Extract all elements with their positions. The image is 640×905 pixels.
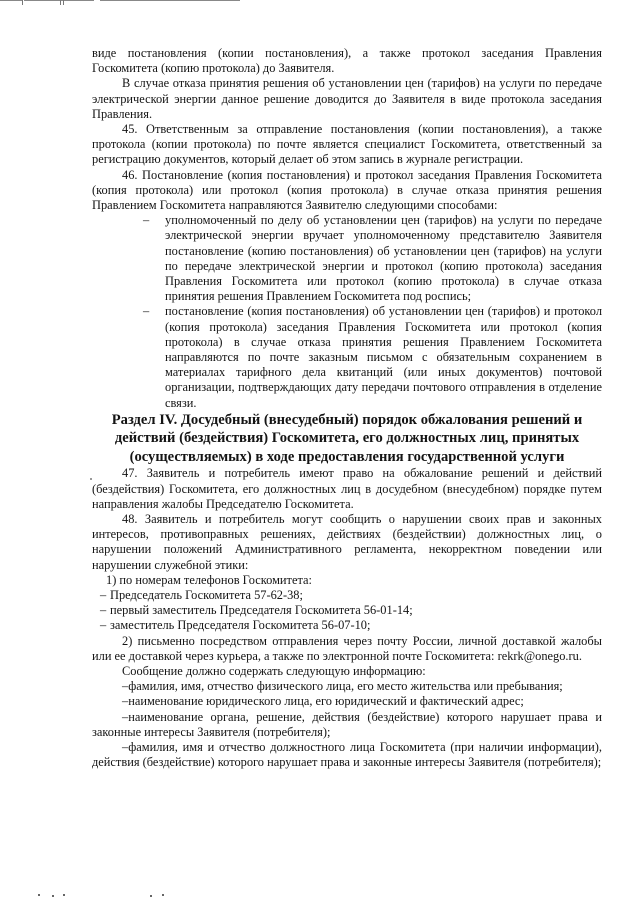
dash-marker: – [100, 618, 107, 633]
written-submission: 2) письменно посредством отправления через почту России, личной доставкой жалобы или ее доставкой через курьера, а также по электронной почте Госкомитета: rekrk@onego.ru. [92, 633, 602, 663]
document-page [92, 46, 602, 770]
list-item-text: постановление (копия постановления) об установлении цен (тарифов) и протокол (копия протокола) заседания Правления Госкомитета или протокол (копия протокола) в случае отказа принятия решения Правлением Госкомитета направляются по почте заказным письмом с обязательным сохранением в материалах тарифного дела квитанций (или иных документов) почтовой организации, подтверждающих дату передачи почтового отправления в отделение связи. [165, 304, 602, 410]
scan-dot [150, 895, 152, 897]
dash-marker: – [143, 213, 150, 228]
scan-tick [22, 0, 23, 5]
list-item [92, 618, 602, 633]
paragraph-46: 46. Постановление (копия постановления) и протокол заседания Правления Госкомитета (копия протокола) или протокол (копия протокола) в случае отказа принятия решения Правлением Госкомитета направляются Заявителю следующими способами: [92, 167, 602, 213]
scan-line [24, 0, 94, 1]
dash-marker: – [143, 304, 150, 319]
scan-line [0, 0, 22, 1]
message-intro: Сообщение должно содержать следующую информацию: [122, 664, 426, 679]
scan-dot [38, 894, 40, 896]
paragraph-47: 47. Заявитель и потребитель имеют право на обжалование решений и действий (бездействия) Госкомитета, его должностных лиц в досудебном (внесудебном) порядке путем направления жалобы Председателю Госкомитета. [92, 466, 602, 511]
paragraph-continuation: виде постановления (копии постановления), а также протокол заседания Правления Госкомитета (копию протокола) до Заявителя. [92, 46, 602, 76]
scan-dot [63, 894, 65, 896]
section-heading: Раздел IV. Досудебный (внесудебный) порядок обжалования решений и действий (бездействия) Госкомитета, его должностных лиц, принятых (осуществляемых) в ходе предоставления государственной услуги [111, 411, 583, 465]
phone-intro: 1) по номерам телефонов Госкомитета: [106, 572, 312, 587]
scan-dot [52, 895, 54, 897]
list-item [92, 304, 602, 410]
scan-bottom-edge [0, 892, 640, 900]
list-item [92, 603, 602, 618]
phone-entry: Председатель Госкомитета 57-62-38; [110, 588, 303, 602]
requirement-item: –наименование органа, решение, действия (бездействие) которого нарушает права и законные интересы Заявителя (потребителя); [92, 709, 602, 739]
requirement-item: –фамилия, имя и отчество должностного лица Госкомитета (при наличии информации), действия (бездействие) которого нарушает права и законные интересы Заявителя (потребителя); [92, 740, 602, 770]
scan-tick [63, 0, 64, 5]
phone-list [92, 588, 602, 634]
scan-tick [60, 0, 61, 5]
scan-line [100, 0, 240, 1]
dash-marker: – [100, 588, 107, 602]
delivery-methods-list [92, 213, 602, 411]
paragraph-48: 48. Заявитель и потребитель могут сообщить о нарушении своих прав и законных интересов, противоправных решениях, действиях (бездействии) должностных лиц, о нарушении положений Административного регламента, некорректном поведении или нарушении служебной этики: [92, 511, 602, 572]
list-item-text: уполномоченный по делу об установлении цен (тарифов) на услуги по передаче электрической энергии вручает уполномоченному представителю Заявителя постановление (копию постановления) об установлении цен (тарифов) на услуги по передаче электрической энергии и протокол (копию протокола) заседания Правления Госкомитета или протокол (копию протокола) в случае отказа принятия решения Правлением Госкомитета под роспись; [165, 213, 602, 304]
paragraph-45: 45. Ответственным за отправление постановления (копии постановления), а также протокола (копии протокола) по почте является специалист Госкомитета, ответственный за регистрацию документов, который делает об этом запись в журнале регистрации. [92, 122, 602, 167]
list-item [92, 213, 602, 304]
phone-entry: заместитель Председателя Госкомитета 56-07-10; [110, 618, 371, 633]
dash-marker: – [100, 603, 107, 618]
scan-top-edge [0, 0, 640, 6]
scan-dot [162, 894, 164, 896]
requirement-item: –фамилия, имя, отчество физического лица, его место жительства или пребывания; [122, 679, 563, 694]
paragraph-refusal: В случае отказа принятия решения об установлении цен (тарифов) на услуги по передаче электрической энергии данное решение доводится до Заявителя в виде протокола заседания Правления. [92, 76, 602, 121]
requirement-item: –наименование юридического лица, его юридический и фактический адрес; [122, 694, 524, 709]
list-item [92, 588, 602, 603]
phone-entry: первый заместитель Председателя Госкомитета 56-01-14; [110, 603, 413, 618]
